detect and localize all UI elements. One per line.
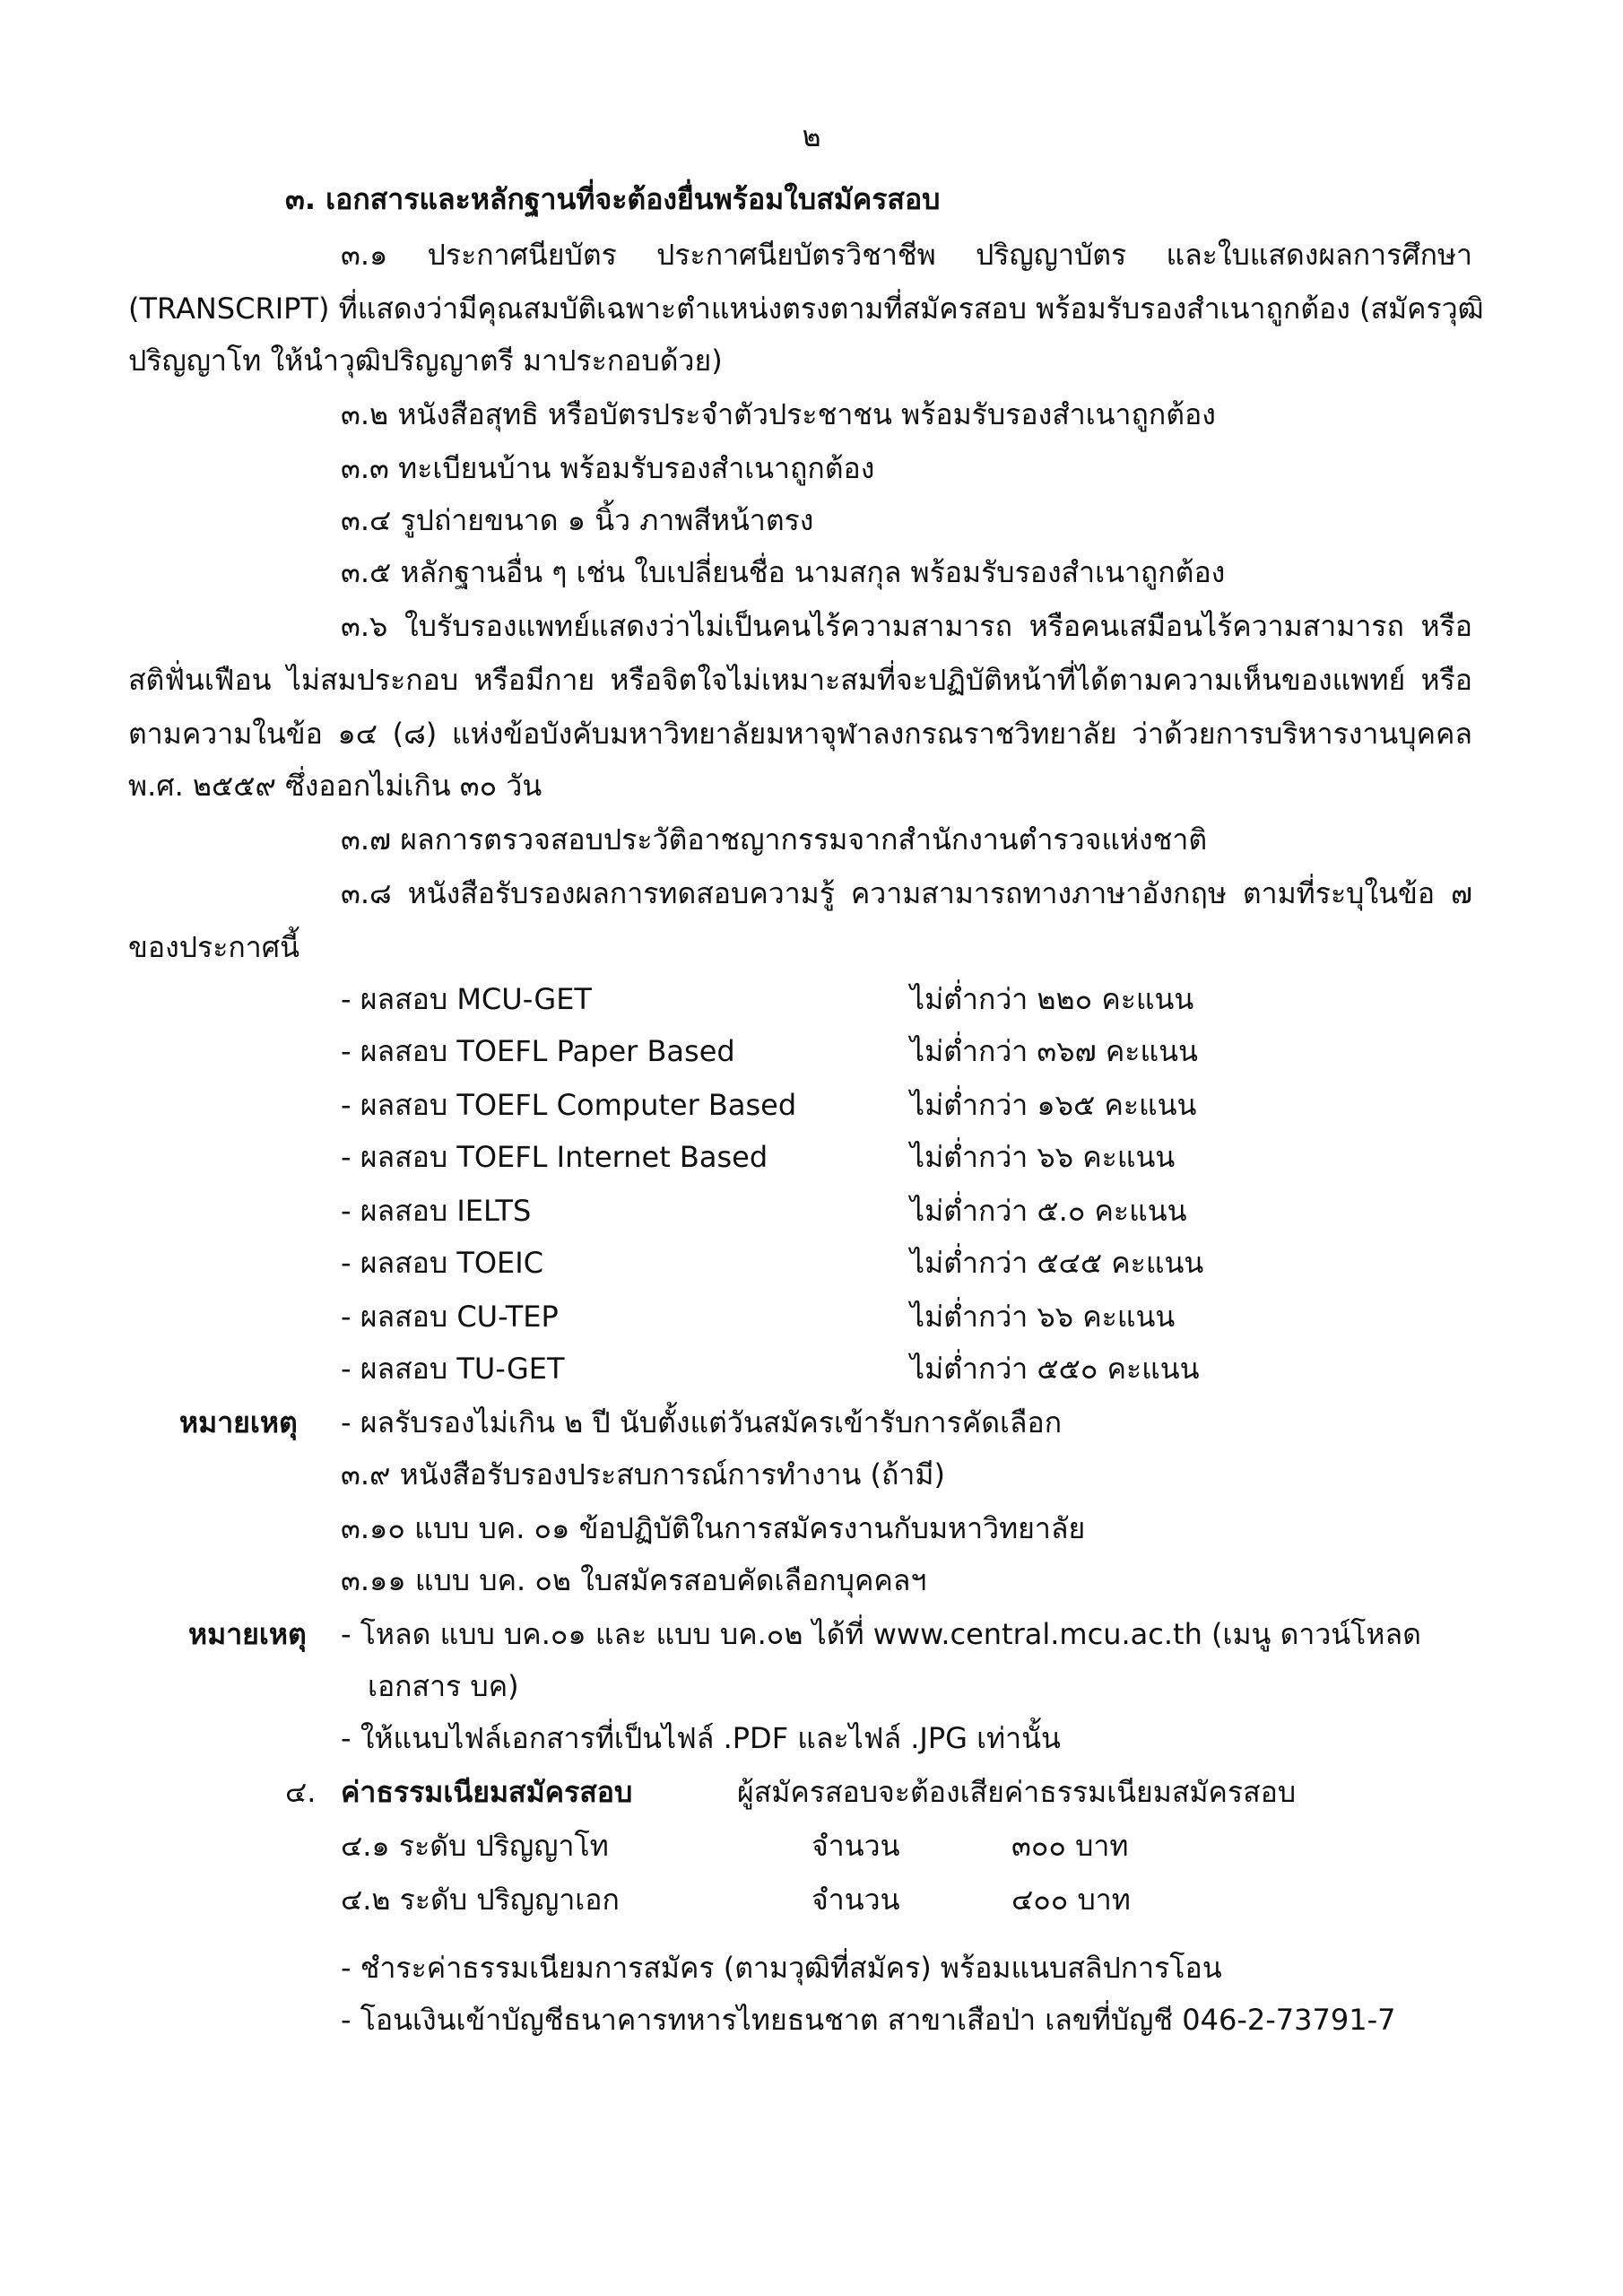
payment-note-2: - โอนเงินเข้าบัญชีธนาคารทหารไทยธนชาต สาขาเสือป่า เลขที่บัญชี 046-2-73791-7	[341, 2003, 1396, 2037]
test-name: - ผลสอบ TOEFL Paper Based	[341, 1034, 735, 1068]
item-3-6-line1	[341, 606, 1472, 646]
test-min-score: ไม่ต่ำกว่า ๓๖๗ คะแนน	[910, 1034, 1198, 1068]
item-3-6-line2-text: สติฟั่นเฟือน ไม่สมประกอบ หรือมีกาย หรือจิตใจไม่เหมาะสมที่จะปฏิบัติหน้าที่ได้ตามความเห็นของแพทย์ หรือ	[128, 663, 1472, 697]
section-4-intro: ผู้สมัครสอบจะต้องเสียค่าธรรมเนียมสมัครสอบ	[737, 1775, 1297, 1809]
test-min-score: ไม่ต่ำกว่า ๕๔๕ คะแนน	[910, 1246, 1204, 1280]
item-3-6-line1-text: ๓.๖ ใบรับรองแพทย์แสดงว่าไม่เป็นคนไร้ความสามารถ หรือคนเสมือนไร้ความสามารถ หรือ	[341, 609, 1472, 643]
item-3-6-line2	[128, 660, 1472, 700]
item-3-9: ๓.๙ หนังสือรับรองประสบการณ์การทำงาน (ถ้ามี)	[341, 1457, 945, 1492]
test-min-score: ไม่ต่ำกว่า ๑๖๕ คะแนน	[910, 1088, 1197, 1122]
test-name: - ผลสอบ TOEFL Computer Based	[341, 1088, 797, 1122]
test-name: - ผลสอบ MCU-GET	[341, 982, 592, 1016]
item-3-4: ๓.๔ รูปถ่ายขนาด ๑ นิ้ว ภาพสีหน้าตรง	[341, 503, 814, 537]
note-1-label: หมายเหตุ	[179, 1405, 298, 1439]
fee-amount: ๔๐๐ บาท	[1011, 1883, 1131, 1917]
test-min-score: ไม่ต่ำกว่า ๖๖ คะแนน	[910, 1300, 1176, 1334]
item-3-1-line3: ปริญญาโท ให้นำวุฒิปริญญาตรี มาประกอบด้วย)	[128, 344, 723, 378]
item-3-8-line2: ของประกาศนี้	[128, 930, 299, 964]
note-2-line2: เอกสาร บค)	[368, 1669, 519, 1703]
test-name: - ผลสอบ TOEFL Internet Based	[341, 1140, 768, 1174]
item-3-2: ๓.๒ หนังสือสุทธิ หรือบัตรประจำตัวประชาชน พร้อมรับรองสำเนาถูกต้อง	[341, 397, 1216, 431]
note-2-line1: - โหลด แบบ บค.๐๑ และ แบบ บค.๐๒ ได้ที่ www.central.mcu.ac.th (เมนู ดาวน์โหลด	[341, 1617, 1421, 1651]
item-3-11: ๓.๑๑ แบบ บค. ๐๒ ใบสมัครสอบคัดเลือกบุคคลฯ	[341, 1563, 927, 1597]
item-3-8-line1-text: ๓.๘ หนังสือรับรองผลการทดสอบความรู้ ความสามารถทางภาษาอังกฤษ ตามที่ระบุในข้อ ๗	[341, 876, 1472, 910]
item-3-6-line3	[128, 714, 1472, 753]
item-3-8-line1	[341, 874, 1472, 913]
item-3-1-line2-text: (TRANSCRIPT) ที่แสดงว่ามีคุณสมบัติเฉพาะตำแหน่งตรงตามที่สมัครสอบ พร้อมรับรองสำเนาถูกต้อง (สมัครวุฒิ	[128, 291, 1484, 326]
page-number: ๒	[802, 119, 821, 153]
test-name: - ผลสอบ IELTS	[341, 1194, 532, 1228]
test-name: - ผลสอบ TOEIC	[341, 1246, 544, 1280]
section-4-heading: ค่าธรรมเนียมสมัครสอบ	[341, 1775, 633, 1809]
item-3-1-line1	[341, 235, 1472, 274]
item-3-6-line3-text: ตามความในข้อ ๑๔ (๘) แห่งข้อบังคับมหาวิทยาลัยมหาจุฬาลงกรณราชวิทยาลัย ว่าด้วยการบริหารงานบุคคล	[128, 717, 1472, 751]
item-3-1-line2	[128, 289, 1484, 328]
note-2-label: หมายเหตุ	[188, 1617, 307, 1651]
item-3-1-line1-text: ๓.๑ ประกาศนียบัตร ประกาศนียบัตรวิชาชีพ ปริญญาบัตร และใบแสดงผลการศึกษา	[341, 238, 1472, 272]
item-3-7: ๓.๗ ผลการตรวจสอบประวัติอาชญากรรมจากสำนักงานตำรวจแห่งชาติ	[341, 822, 1208, 857]
test-min-score: ไม่ต่ำกว่า ๖๖ คะแนน	[910, 1140, 1176, 1174]
payment-note-1: - ชำระค่าธรรมเนียมการสมัคร (ตามวุฒิที่สมัคร) พร้อมแนบสลิปการโอน	[341, 1951, 1222, 1985]
fee-level: ๔.๑ ระดับ ปริญญาโท	[341, 1829, 609, 1863]
fee-amount-label: จำนวน	[812, 1883, 900, 1917]
test-min-score: ไม่ต่ำกว่า ๕.๐ คะแนน	[910, 1194, 1187, 1228]
item-3-10: ๓.๑๐ แบบ บค. ๐๑ ข้อปฏิบัติในการสมัครงานกับมหาวิทยาลัย	[341, 1511, 1086, 1545]
test-min-score: ไม่ต่ำกว่า ๒๒๐ คะแนน	[910, 982, 1194, 1016]
test-min-score: ไม่ต่ำกว่า ๕๕๐ คะแนน	[910, 1352, 1200, 1386]
fee-amount-label: จำนวน	[812, 1829, 900, 1863]
item-3-6-line4: พ.ศ. ๒๕๕๙ ซึ่งออกไม่เกิน ๓๐ วัน	[128, 769, 542, 803]
note-2-line3: - ให้แนบไฟล์เอกสารที่เป็นไฟล์ .PDF และไฟล์ .JPG เท่านั้น	[341, 1721, 1061, 1755]
section-3-heading: ๓. เอกสารและหลักฐานที่จะต้องยื่นพร้อมใบสมัครสอบ	[285, 182, 941, 216]
section-4-number: ๔.	[285, 1775, 317, 1809]
note-1-text: - ผลรับรองไม่เกิน ๒ ปี นับตั้งแต่วันสมัครเข้ารับการคัดเลือก	[341, 1405, 1063, 1439]
item-3-3: ๓.๓ ทะเบียนบ้าน พร้อมรับรองสำเนาถูกต้อง	[341, 451, 875, 485]
fee-level: ๔.๒ ระดับ ปริญญาเอก	[341, 1883, 620, 1917]
test-name: - ผลสอบ TU-GET	[341, 1352, 565, 1386]
fee-amount: ๓๐๐ บาท	[1011, 1829, 1129, 1863]
test-name: - ผลสอบ CU-TEP	[341, 1300, 559, 1334]
item-3-5: ๓.๕ หลักฐานอื่น ๆ เช่น ใบเปลี่ยนชื่อ นามสกุล พร้อมรับรองสำเนาถูกต้อง	[341, 555, 1226, 589]
